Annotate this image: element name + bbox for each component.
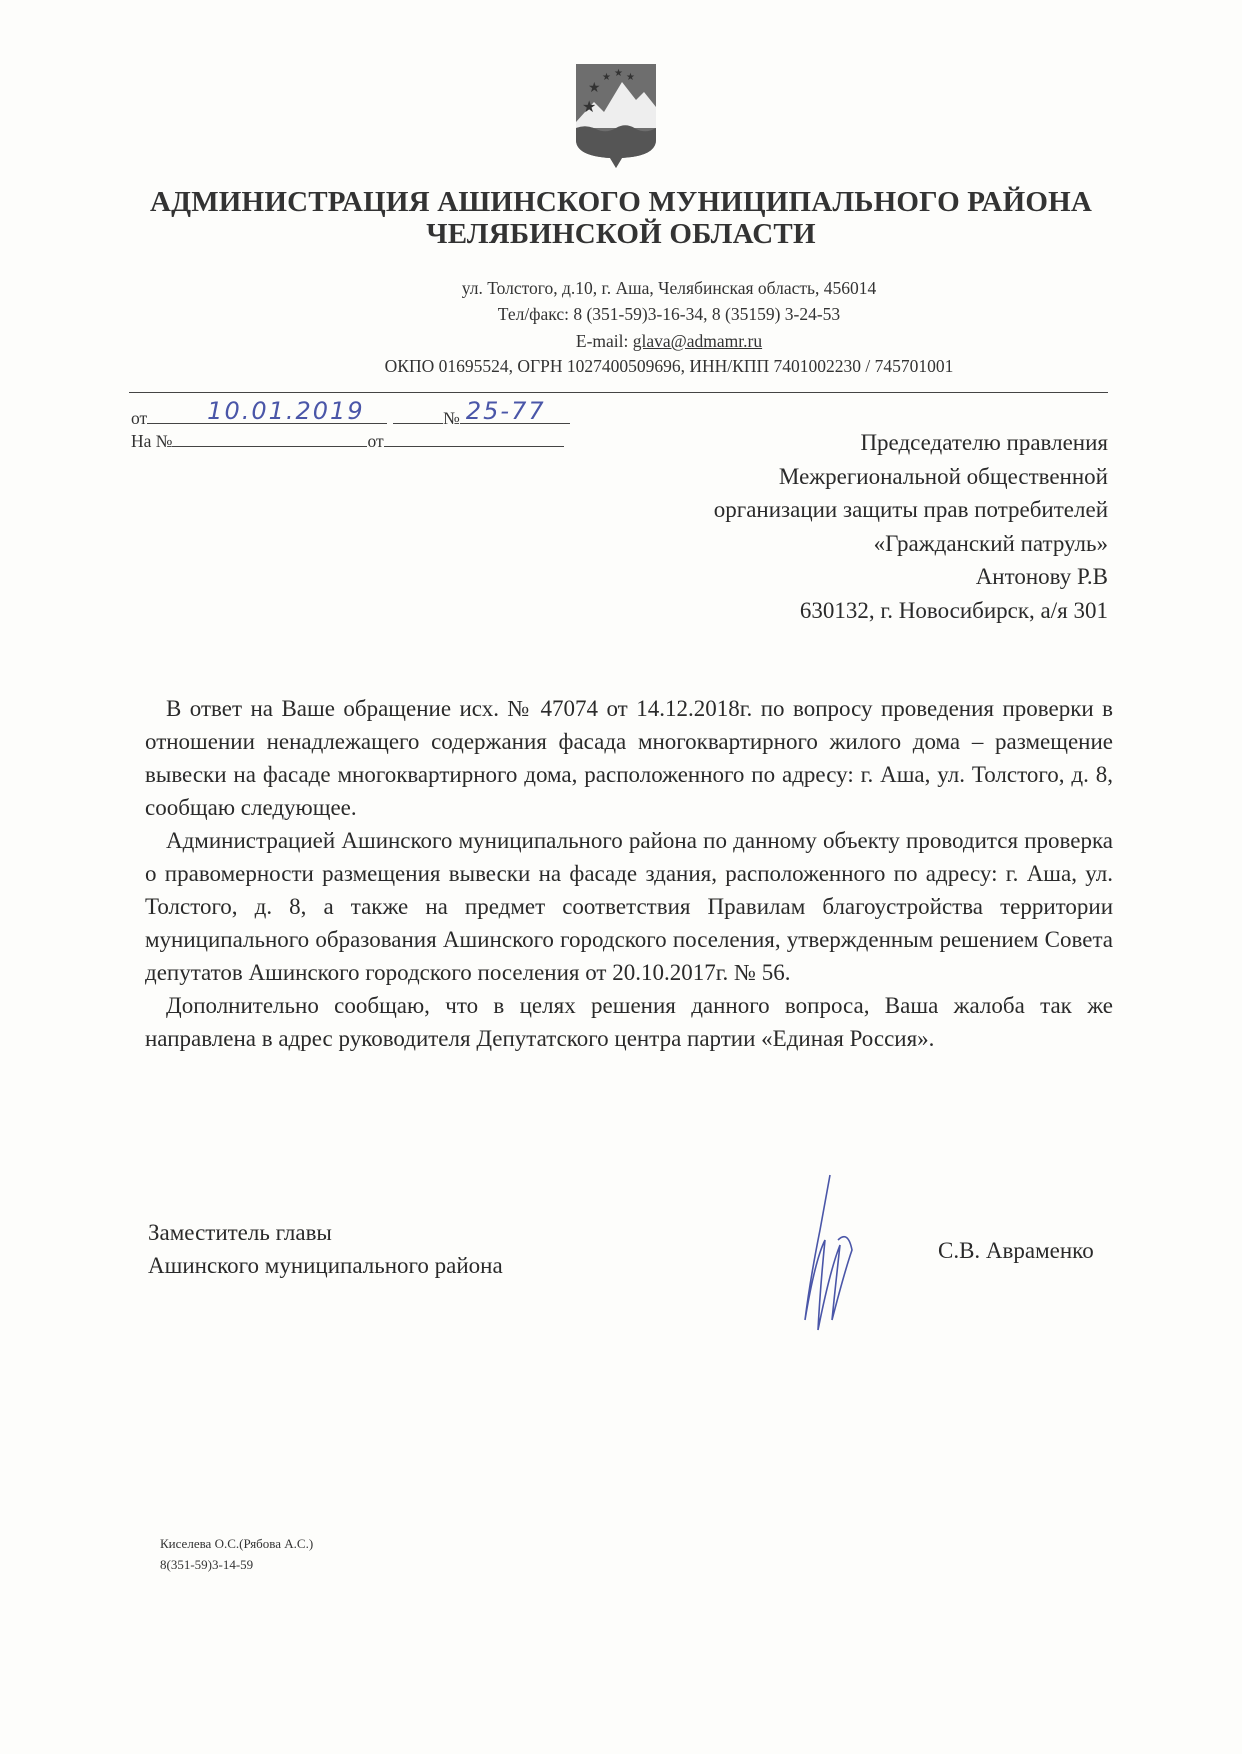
svg-text:★: ★ (626, 72, 635, 83)
number-label: № (443, 408, 460, 428)
executor-info (160, 1533, 313, 1575)
svg-text:★: ★ (614, 68, 623, 79)
from-label: от (131, 408, 148, 428)
email-link[interactable]: glava@admamr.ru (632, 331, 763, 351)
handwritten-number: 25-77 (465, 397, 546, 425)
position-line: Заместитель главы (148, 1220, 332, 1245)
addressee-block (714, 426, 1108, 627)
body-paragraph: В ответ на Ваше обращение исх. № 47074 от 14.12.2018г. по вопросу проведения проверки в отношении ненадлежащего содержания фасада многоквартирного жилого дома – размещение вывески на фасаде многоквартирного дома, расположенного по адресу: г. Аша, ул. Толстого, д. 8, сообщаю следующее. (145, 696, 1113, 820)
org-address: ул. Толстого, д.10, г. Аша, Челябинская область, 456014 (461, 278, 877, 298)
executor-name: Киселева О.С.(Рябова А.С.) (160, 1536, 314, 1551)
org-phone: Тел/факс: 8 (351-59)3-16-34, 8 (35159) 3-24-53 (497, 304, 841, 324)
outgoing-reference (131, 397, 570, 429)
executor-phone: 8(351-59)3-14-59 (160, 1557, 254, 1572)
handwritten-signature (790, 1170, 860, 1335)
organization-name: АДМИНИСТРАЦИЯ АШИНСКОГО МУНИЦИПАЛЬНОГО РАЙОНА (149, 186, 1093, 218)
position-line: Ашинского муниципального района (148, 1253, 503, 1278)
reply-date-blank (384, 446, 564, 447)
letter-body (145, 692, 1113, 1055)
header-divider (129, 392, 1108, 393)
signatory-name: С.В. Авраменко (938, 1238, 1094, 1263)
coat-of-arms-emblem (574, 62, 658, 168)
signatory-position (148, 1216, 503, 1282)
svg-text:★: ★ (588, 81, 601, 96)
email-label: E-mail: (575, 331, 633, 351)
addressee-line: 630132, г. Новосибирск, а/я 301 (799, 597, 1108, 623)
reply-to-label: На № (131, 431, 173, 451)
svg-text:★: ★ (582, 99, 597, 116)
addressee-line: Антонову Р.В (975, 564, 1108, 589)
organization-region: ЧЕЛЯБИНСКОЙ ОБЛАСТИ (426, 218, 816, 250)
number-blank (460, 397, 570, 425)
body-paragraph: Администрацией Ашинского муниципального района по данному объекту проводится проверка о правомерности размещения вывески на фасаде здания, расположенного по адресу: г. Аша, ул. Толстого, д. 8, а также на предмет соответствия Правилам благоустройства территории муниципального образования Ашинского городского поселения, утвержденным решением Совета депутатов Ашинского городского поселения от 20.10.2017г. № 56. (145, 828, 1113, 985)
date-blank (147, 397, 387, 425)
body-paragraph: Дополнительно сообщаю, что в целях решения данного вопроса, Ваша жалоба так же направлена в адрес руководителя Депутатского центра партии «Единая Россия». (145, 993, 1113, 1051)
spacer-blank (393, 423, 443, 424)
org-email (48, 331, 1242, 352)
svg-text:★: ★ (602, 72, 611, 83)
reply-number-blank (172, 446, 367, 447)
handwritten-date: 10.01.2019 (207, 397, 365, 425)
incoming-reference (131, 431, 564, 452)
reply-from-label: от (367, 431, 384, 451)
addressee-line: «Гражданский патруль» (873, 530, 1108, 556)
addressee-line: Межрегиональной общественной (778, 463, 1108, 489)
addressee-line: Председателю правления (860, 430, 1108, 455)
org-registry: ОКПО 01695524, ОГРН 1027400509696, ИНН/КПП 7401002230 / 745701001 (384, 356, 954, 376)
addressee-line: организации защиты прав потребителей (713, 497, 1108, 522)
